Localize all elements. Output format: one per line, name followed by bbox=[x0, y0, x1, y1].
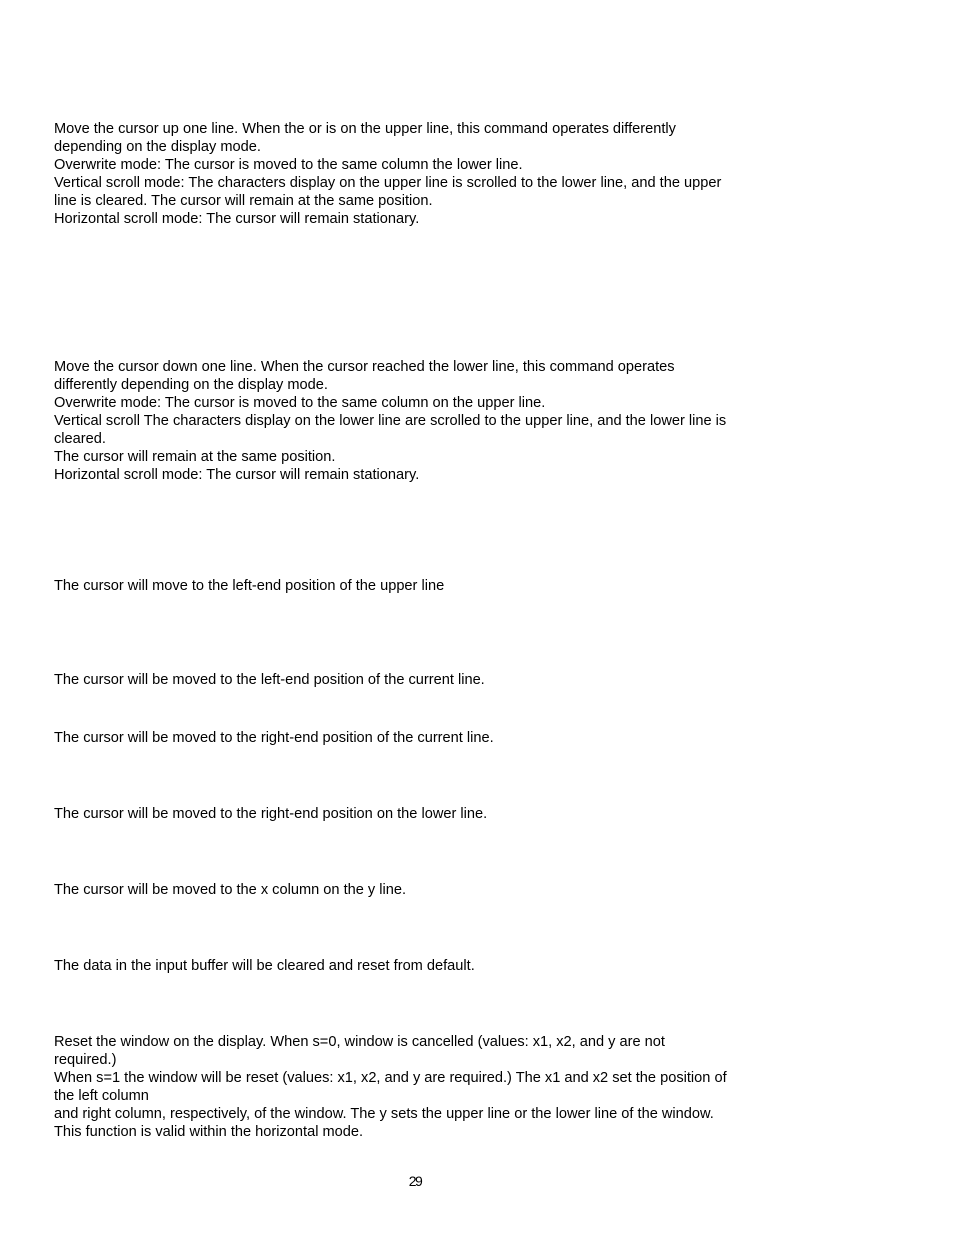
text-line: and right column, respectively, of the window. The y sets the upper line or the lower line of the window. bbox=[54, 1106, 714, 1122]
text-line: This function is valid within the horizontal mode. bbox=[54, 1124, 364, 1140]
cursor-down-description bbox=[54, 358, 794, 484]
text-line: The data in the input buffer will be cleared and reset from default. bbox=[54, 958, 475, 974]
text-line: Overwrite mode: The cursor is moved to the same column the lower line. bbox=[54, 157, 523, 173]
text-line: differently depending on the display mode. bbox=[54, 377, 328, 393]
text-line: Reset the window on the display. When s=0, window is cancelled (values: x1, x2, and y are not bbox=[54, 1034, 665, 1050]
text-line: Move the cursor down one line. When the cursor reached the lower line, this command operates bbox=[54, 359, 675, 375]
text-line: The cursor will be moved to the right-end position on the lower line. bbox=[54, 806, 488, 822]
text-line: The cursor will be moved to the right-end position of the current line. bbox=[54, 730, 494, 746]
cursor-right-end-description bbox=[54, 729, 794, 747]
text-line: The cursor will be moved to the x column on the y line. bbox=[54, 882, 407, 898]
text-line: The cursor will move to the left-end position of the upper line bbox=[54, 578, 445, 594]
text-line: the left column bbox=[54, 1088, 149, 1104]
cursor-up-description bbox=[54, 120, 794, 228]
text-line: line is cleared. The cursor will remain at the same position. bbox=[54, 193, 433, 209]
page-number: 29 bbox=[408, 1173, 422, 1189]
text-line: The cursor will be moved to the left-end position of the current line. bbox=[54, 672, 485, 688]
window-reset-description bbox=[54, 1033, 794, 1141]
text-line: Overwrite mode: The cursor is moved to the same column on the upper line. bbox=[54, 395, 546, 411]
text-line: Horizontal scroll mode: The cursor will remain stationary. bbox=[54, 467, 420, 483]
text-line: Move the cursor up one line. When the or is on the upper line, this command operates differently bbox=[54, 121, 676, 137]
cursor-position-description bbox=[54, 881, 794, 899]
text-line: Horizontal scroll mode: The cursor will remain stationary. bbox=[54, 211, 420, 227]
text-line: Vertical scroll mode: The characters display on the upper line is scrolled to the lower line, and the upper bbox=[54, 175, 722, 191]
text-line: required.) bbox=[54, 1052, 117, 1068]
text-line: cleared. bbox=[54, 431, 106, 447]
text-line: When s=1 the window will be reset (values: x1, x2, and y are required.) The x1 and x2 set the position of bbox=[54, 1070, 727, 1086]
text-line: Vertical scroll The characters display on the lower line are scrolled to the upper line, and the lower line is bbox=[54, 413, 727, 429]
buffer-clear-description bbox=[54, 957, 794, 975]
text-line: The cursor will remain at the same position. bbox=[54, 449, 336, 465]
cursor-bottom-description bbox=[54, 805, 794, 823]
cursor-left-end-description bbox=[54, 671, 794, 689]
cursor-home-description bbox=[54, 577, 794, 595]
text-line: depending on the display mode. bbox=[54, 139, 261, 155]
